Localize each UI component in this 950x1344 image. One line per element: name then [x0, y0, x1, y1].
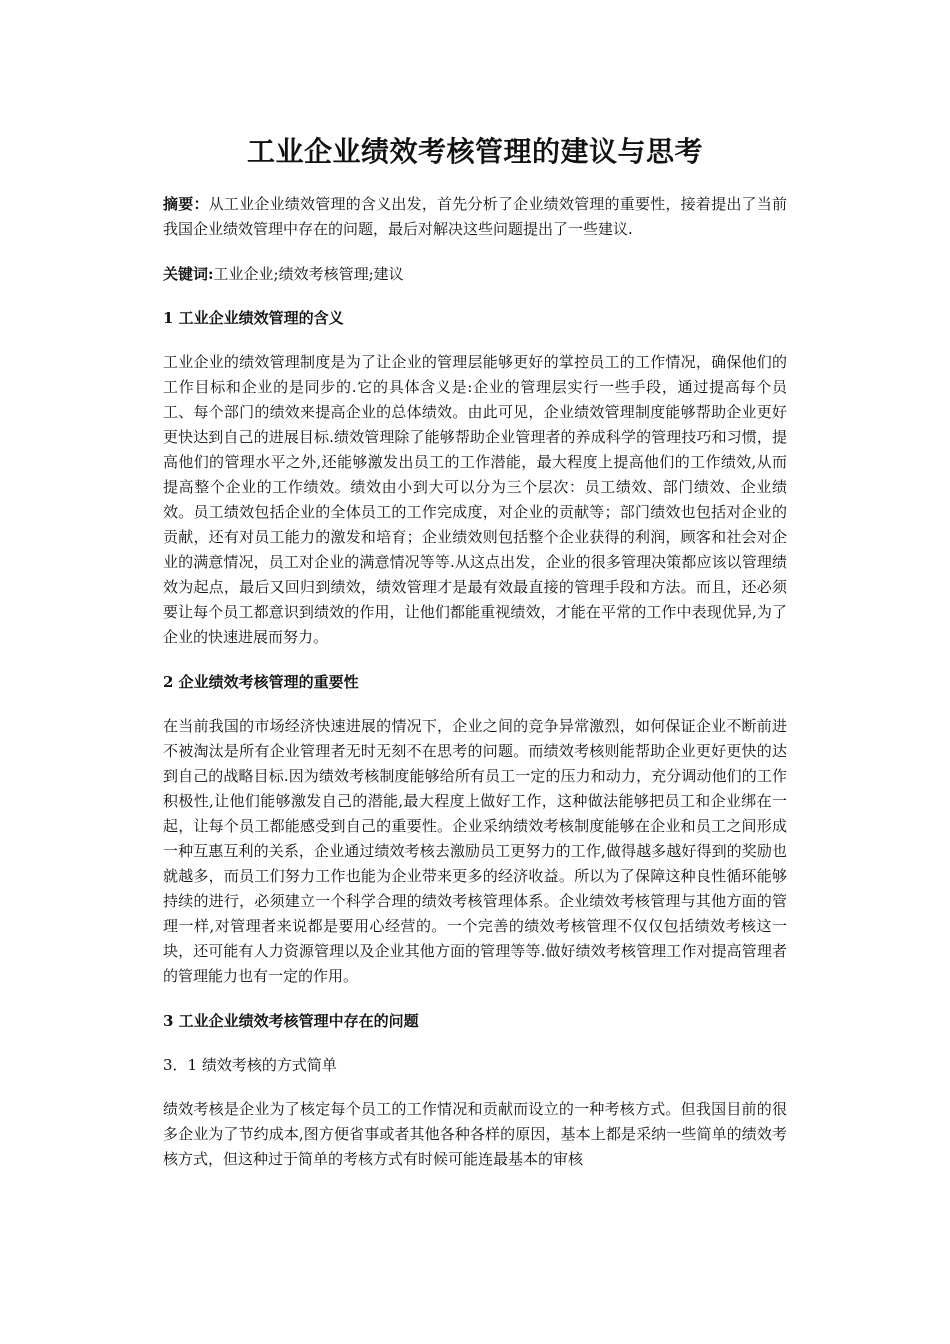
abstract-label: 摘要：	[163, 195, 209, 213]
section-1-paragraph: 工业企业的绩效管理制度是为了让企业的管理层能够更好的掌控员工的工作情况，确保他们的工作目标和企业的是同步的.它的具体含义是:企业的管理层实行一些手段，通过提高每个员工、每个部门的绩效来提高企业的总体绩效。由此可见，企业绩效管理制度能够帮助企业更好更快达到自己的进展目标.绩效管理除了能够帮助企业管理者的养成科学的管理技巧和习惯，提高他们的管理水平之外,还能够激发出员工的工作潜能，最大程度上提高他们的工作绩效,从而提高整个企业的工作绩效。绩效由小到大可以分为三个层次：员工绩效、部门绩效、企业绩效。员工绩效包括企业的全体员工的工作完成度，对企业的贡献等；部门绩效也包括对企业的贡献，还有对员工能力的激发和培育；企业绩效则包括整个企业获得的利润，顾客和社会对企业的满意情况，员工对企业的满意情况等等.从这点出发，企业的很多管理决策都应该以管理绩效为起点，最后又回归到绩效，绩效管理才是最有效最直接的管理手段和方法。而且，还必须要让每个员工都意识到绩效的作用，让他们都能重视绩效，才能在平常的工作中表现优异,为了企业的快速进展而努力。	[163, 353, 787, 646]
keywords-text: 工业企业;绩效考核管理;建议	[213, 265, 404, 283]
abstract-text: 从工业企业绩效管理的含义出发，首先分析了企业绩效管理的重要性，接着提出了当前我国企业绩效管理中存在的问题，最后对解决这些问题提出了一些建议.	[163, 195, 787, 238]
keywords	[163, 262, 787, 287]
document-title: 工业企业绩效考核管理的建议与思考	[246, 135, 703, 168]
abstract	[163, 192, 787, 242]
section-2-paragraph: 在当前我国的市场经济快速进展的情况下，企业之间的竞争异常激烈，如何保证企业不断前进不被淘汰是所有企业管理者无时无刻不在思考的问题。而绩效考核则能帮助企业更好更快的达到自己的战略目标.因为绩效考核制度能够给所有员工一定的压力和动力，充分调动他们的工作积极性,让他们能够激发自己的潜能,最大程度上做好工作，这种做法能够把员工和企业绑在一起，让每个员工都能感受到自己的重要性。企业采纳绩效考核制度能够在企业和员工之间形成一种互惠互利的关系，企业通过绩效考核去激励员工更努力的工作,做得越多越好得到的奖励也就越多，而员工们努力工作也能为企业带来更多的经济收益。所以为了保障这种良性循环能够持续的进行，必须建立一个科学合理的绩效考核管理体系。企业绩效考核管理与其他方面的管理一样,对管理者来说都是要用心经营的。一个完善的绩效考核管理不仅仅包括绩效考核这一块，还可能有人力资源管理以及企业其他方面的管理等等.做好绩效考核管理工作对提高管理者的管理能力也有一定的作用。	[163, 717, 787, 985]
section-1-heading: 1 工业企业绩效管理的含义	[163, 309, 344, 327]
document-body	[163, 192, 787, 1192]
keywords-label: 关键词:	[163, 265, 214, 283]
section-3-1-paragraph: 绩效考核是企业为了核定每个员工的工作情况和贡献而设立的一种考核方式。但我国目前的很多企业为了节约成本,图方便省事或者其他各种各样的原因，基本上都是采纳一些简单的绩效考核方式，但这种过于简单的考核方式有时候可能连最基本的审核	[163, 1100, 787, 1168]
section-3-1-subheading: 3．1 绩效考核的方式简单	[163, 1056, 337, 1074]
section-2-heading: 2 企业绩效考核管理的重要性	[163, 673, 359, 691]
section-3-heading: 3 工业企业绩效考核管理中存在的问题	[163, 1012, 419, 1030]
